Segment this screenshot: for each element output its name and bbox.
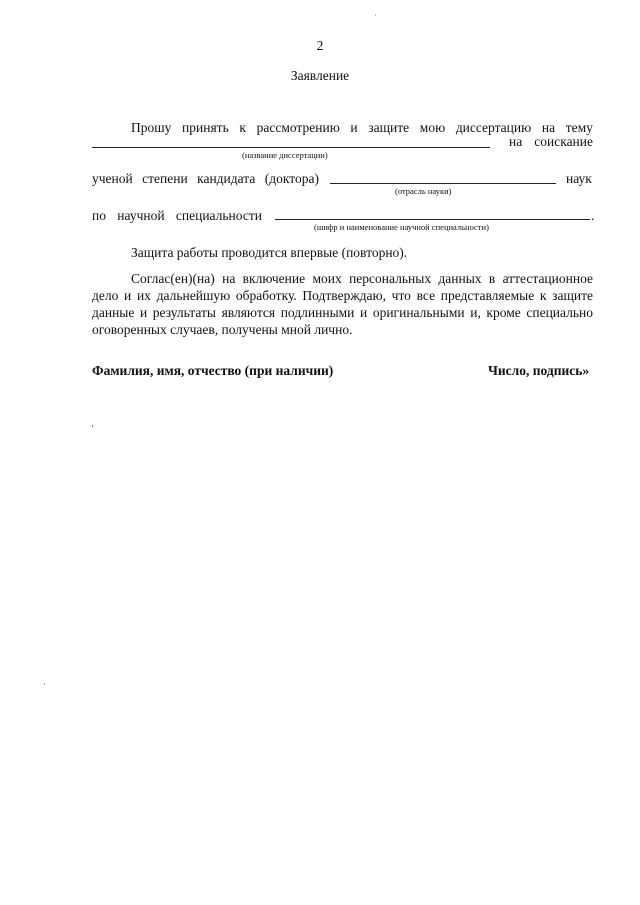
request-word: диссертацию (455, 120, 532, 135)
specialty-caption: (шифр и наименование научной специальности) (314, 222, 489, 232)
scan-mark (92, 425, 93, 427)
degree-line (92, 170, 319, 187)
request-word: мою (419, 120, 446, 135)
degree-word: степени (142, 171, 188, 186)
request-word: тему (565, 120, 593, 135)
dissertation-title-field[interactable] (92, 147, 490, 148)
degree-seeking-text (509, 133, 593, 150)
defense-attempt-text: Защита работы проводится впервые (повторно). (131, 245, 408, 260)
degree-seeking-word: на (509, 134, 523, 149)
request-word: защите (368, 120, 410, 135)
specialty-word: научной (117, 208, 165, 223)
request-word: рассмотрению (256, 120, 340, 135)
signature-name-label: Фамилия, имя, отчество (при наличии) (92, 363, 334, 378)
specialty-word: по (92, 208, 106, 223)
science-branch-caption: (отрасль науки) (395, 186, 452, 196)
scan-mark (375, 14, 376, 16)
page-title: Заявление (290, 68, 350, 83)
request-word: к (239, 120, 246, 135)
dissertation-title-caption: (название диссертации) (242, 150, 328, 160)
degree-word: ученой (92, 171, 133, 186)
page-number: 2 (316, 38, 324, 53)
request-word: и (350, 120, 358, 135)
request-word: Прошу (131, 120, 172, 135)
science-suffix: наук (566, 171, 592, 186)
specialty-field[interactable] (275, 219, 590, 220)
request-word: на (541, 120, 556, 135)
specialty-period: . (591, 208, 595, 223)
degree-word: (доктора) (264, 171, 319, 186)
degree-word: кандидата (197, 171, 256, 186)
specialty-line (92, 207, 262, 224)
degree-seeking-word: соискание (534, 134, 593, 149)
specialty-word: специальности (175, 208, 262, 223)
consent-paragraph: Соглас(ен)(на) на включение моих персональных данных в аттестационное дело и их дальнейшую обработку. Подтверждаю, что все представляемые к защите данные и результаты являются подлинными и оригинальными и, кроме специально оговоренных случаев, получены мной лично. (92, 271, 593, 337)
signature-date-label: Число, подпись» (488, 363, 590, 378)
request-word: принять (182, 120, 229, 135)
scan-mark (44, 683, 45, 685)
science-branch-field[interactable] (330, 183, 556, 184)
